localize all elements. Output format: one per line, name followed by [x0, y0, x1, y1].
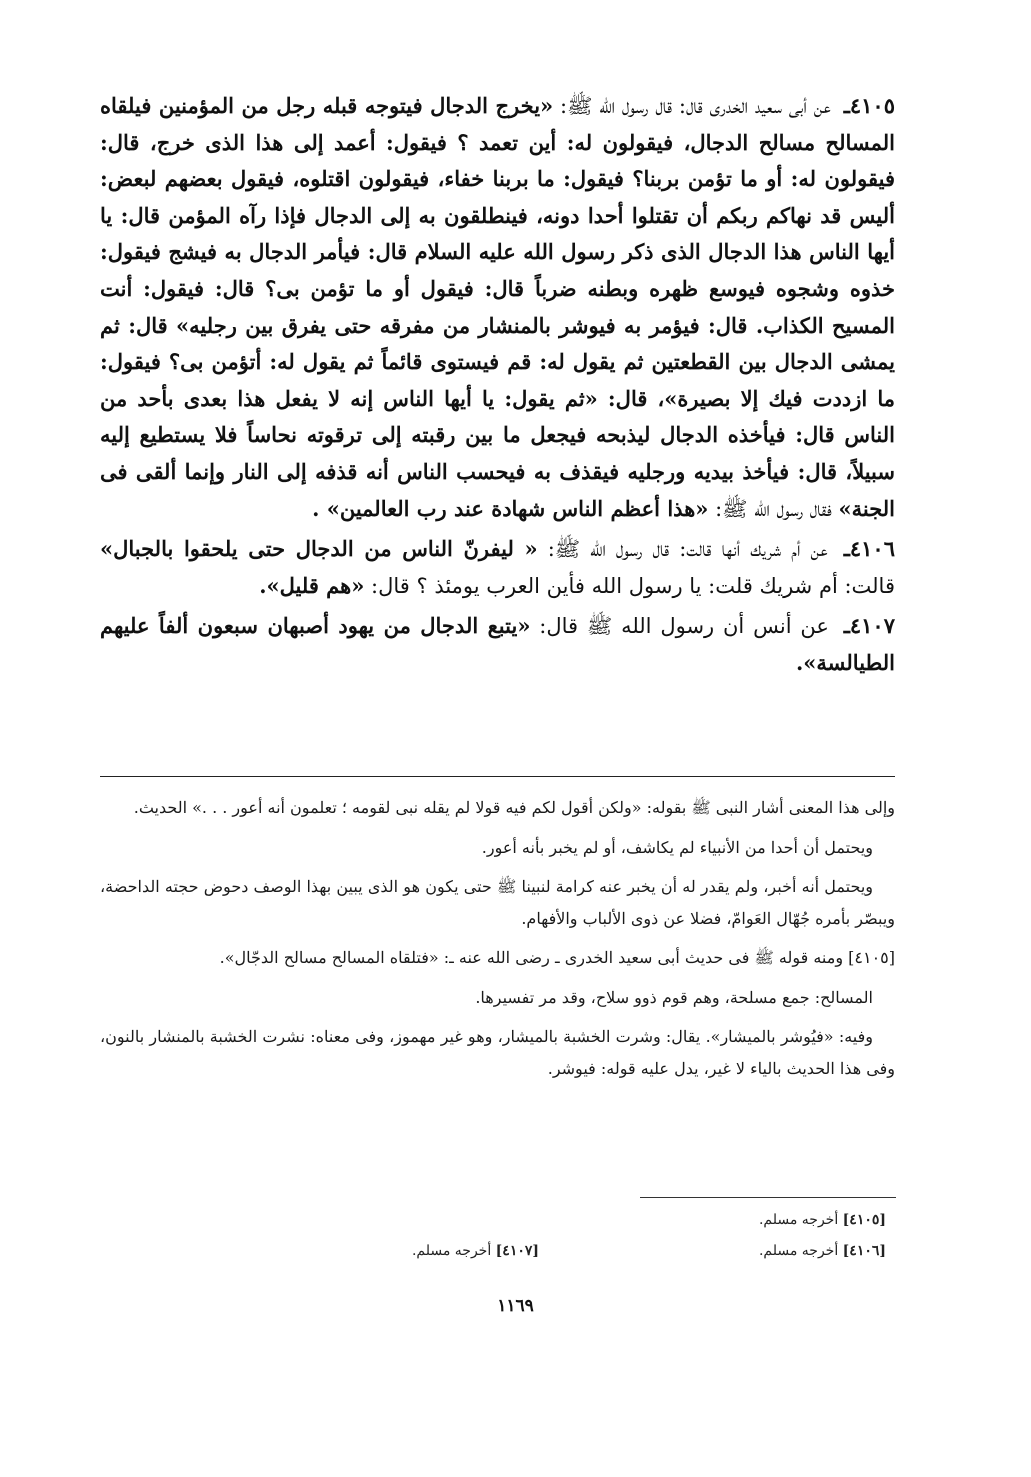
- source-text: أخرجه مسلم.: [758, 1212, 839, 1228]
- hadith-4106: [100, 531, 895, 604]
- source-note-4107: [412, 1243, 539, 1259]
- hadith-4105: [100, 88, 895, 527]
- source-ref: [٤١٠٧]: [495, 1243, 539, 1259]
- source-note-4105: [759, 1212, 886, 1228]
- hadith-quote: «يخرج الدجال فيتوجه قبله رجل من المؤمنين فيلقاه المسالح مسالح الدجال، فيقولون له: أين تعمد ؟ فيقول: أعمد إلى هذا الذى خرج، قال: فيقولون له: أو ما تؤمن بربنا؟ فيقول: ما بربنا خفاء، فيقولون اقتلوه، فيقول بعضهم لبعض: أليس قد نهاكم ربكم أن تقتلوا أحدا دونه، فينطلقون به إلى الدجال فإذا رآه المؤمن قال: يا أيها الناس هذا الدجال الذى ذكر رسول الله عليه السلام قال: فيأمر الدجال به فيشج فيقول: خذوه وشجوه فيوسع ظهره وبطنه ضرباً قال: فيقول أو ما تؤمن بى؟ قال: فيقول: أنت المسيح الكذاب. قال: فيؤمر به فيوشر بالمنشار من مفرقه حتى يفرق بين رجليه» قال: ثم يمشى الدجال بين القطعتين ثم يقول له: قم فيستوى قائماً ثم يقول له: أتؤمن بى؟ فيقول: ما ازددت فيك إلا بصيرة»، قال: «ثم يقول: يا أيها الناس إنه لا يفعل هذا بعدى بأحد من الناس قال: فيأخذه الدجال ليذبحه فيجعل ما بين رقبته إلى ترقوته نحاساً فلا يستطيع إليه سبيلاً، قال: فيأخذ بيديه ورجليه فيقذف به فيحسب الناس أنه قذفه إلى النار وإنما ألقى فى الجنة»: [100, 93, 895, 521]
- commentary-divider: [100, 776, 895, 777]
- commentary-paragraph: المسالح: جمع مسلحة، وهم قوم ذوو سلاح، وقد مر تفسيرها.: [475, 987, 873, 1007]
- commentary-paragraph: وفيه: «فيُوشر بالميشار». يقال: وشرت الخشبة بالميشار، وهو غير مهموز، وفى معناه: نشرت الخشبة بالمنشار بالنون، وفى هذا الحديث بالياء لا غير، يدل عليه قوله: فيوشر.: [100, 1027, 895, 1078]
- commentary-paragraph: ويحتمل أنه أخبر، ولم يقدر له أن يخبر عنه كرامة لنبينا ﷺ حتى يكون هو الذى يبين بهذا الوصف دحوض حجته الداحضة، ويبصّر بأمره جُهّال العَوامّ، فضلا عن ذوى الألباب والأفهام.: [100, 877, 895, 928]
- hadith-number: ٤١٠٥ـ: [843, 93, 895, 118]
- hadith-quote: « ليفرنّ الناس من الدجال حتى يلحقوا بالجبال»: [100, 536, 538, 562]
- hadith-4107: [100, 608, 895, 681]
- hadith-quote-2: «هذا أعظم الناس شهادة عند رب العالمين» .: [312, 495, 709, 521]
- hadith-mid: فقال رسول الله ﷺ:: [715, 496, 832, 521]
- hadith-quote-2: «هم قليل».: [259, 572, 365, 598]
- hadith-intro: عن أم شريك أنها قالت: قال رسول الله ﷺ:: [547, 537, 828, 562]
- source-text: أخرجه مسلم.: [411, 1243, 492, 1259]
- commentary-paragraph: ويحتمل أن أحدا من الأنبياء لم يكاشف، أو لم يخبر بأنه أعور.: [481, 837, 873, 857]
- hadith-number: ٤١٠٦ـ: [843, 536, 895, 562]
- hadith-mid: قالت: أم شريك قلت: يا رسول الله فأين العرب يومئذ ؟ قال:: [371, 573, 895, 598]
- source-ref: [٤١٠٥]: [842, 1212, 886, 1228]
- page-number: ١١٦٩: [497, 1296, 534, 1316]
- hadith-quote: «يتبع الدجال من يهود أصبهان سبعون ألفاً عليهم الطيالسة».: [100, 613, 895, 675]
- sources-divider: [640, 1197, 896, 1198]
- hadith-intro: عن أبى سعيد الخدرى قال: قال رسول الله ﷺ:: [560, 94, 831, 118]
- hadith-section: [100, 88, 895, 686]
- commentary-paragraph: [٤١٠٥] ومنه قوله ﷺ فى حديث أبى سعيد الخدرى ـ رضى الله عنه ـ: «فتلقاه المسالح مسالح الدجّال».: [219, 948, 895, 967]
- commentary-paragraph: وإلى هذا المعنى أشار النبى ﷺ بقوله: «ولكن أقول لكم فيه قولا لم يقله نبى لقومه ؛ تعلمون أنه أعور . . .» الحديث.: [133, 798, 895, 817]
- source-text: أخرجه مسلم.: [758, 1243, 839, 1259]
- hadith-intro: عن أنس أن رسول الله ﷺ قال:: [539, 614, 829, 639]
- commentary-section: [100, 792, 895, 1092]
- hadith-number: ٤١٠٧ـ: [843, 613, 895, 639]
- source-ref: [٤١٠٦]: [842, 1243, 886, 1259]
- source-note-4106: [759, 1243, 886, 1259]
